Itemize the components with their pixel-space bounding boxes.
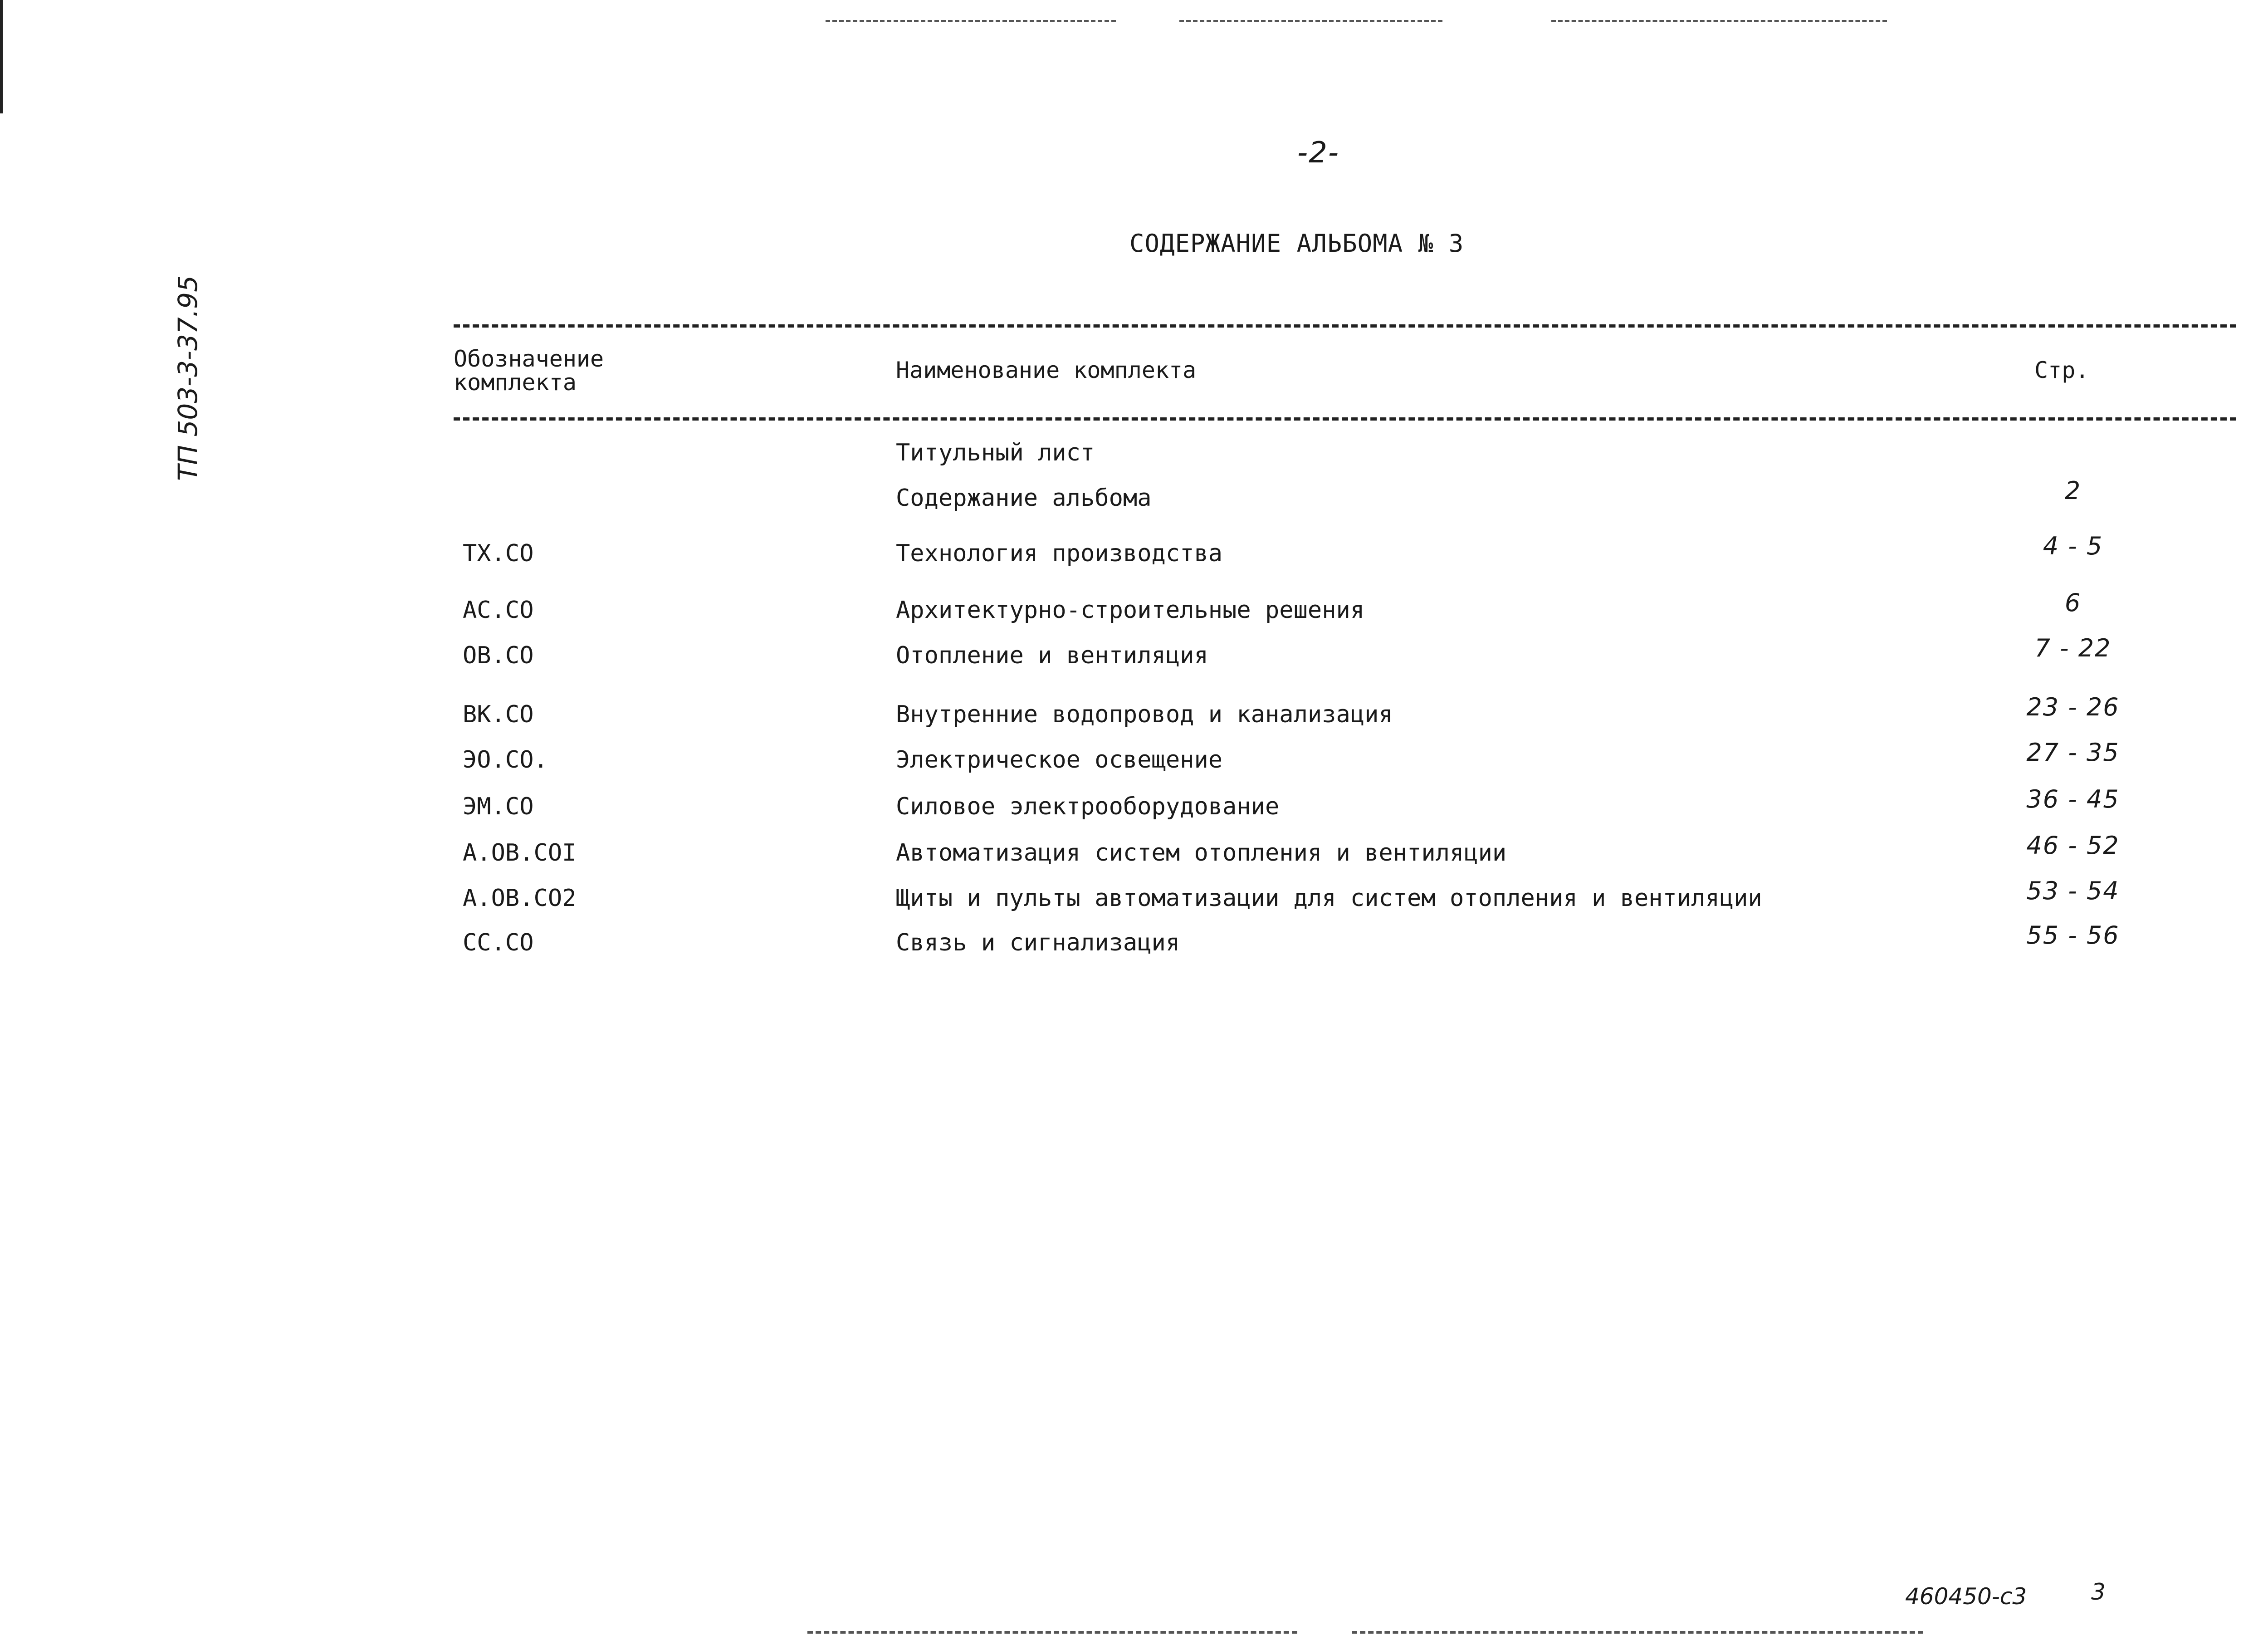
- row-name: Силовое электрооборудование: [896, 793, 1280, 820]
- table-row: [0, 634, 2268, 683]
- table-row: [0, 588, 2268, 637]
- scan-noise-top: [826, 20, 1116, 25]
- table-row: [0, 693, 2268, 742]
- row-page: 7 - 22: [2034, 634, 2112, 662]
- table-row: [0, 876, 2268, 925]
- row-name: Щиты и пульты автоматизации для систем отопления и вентиляции: [896, 885, 1762, 912]
- row-name: Внутренние водопровод и канализация: [896, 701, 1393, 728]
- scan-noise-bottom: [807, 1631, 1297, 1636]
- scan-edge: [0, 0, 3, 113]
- row-page: 53 - 54: [2026, 876, 2120, 905]
- row-code: ЭО.СО.: [463, 746, 548, 774]
- document-title: СОДЕРЖАНИЕ АЛЬБОМА № 3: [1129, 229, 1464, 258]
- row-name: Титульный лист: [896, 439, 1095, 466]
- row-name: Технология производства: [896, 540, 1223, 567]
- row-code: ЭМ.СО: [463, 793, 534, 820]
- row-name: Содержание альбома: [896, 485, 1152, 512]
- table-row: [0, 831, 2268, 880]
- table-row: [0, 439, 2268, 480]
- row-page: 46 - 52: [2026, 831, 2120, 860]
- header-page: Стр.: [2034, 357, 2089, 383]
- table-header-rule: [454, 417, 2236, 421]
- row-name: Архитектурно-строительные решения: [896, 597, 1365, 624]
- row-code: ВК.СО: [463, 701, 534, 728]
- footer-archive-code: 460450-с3: [1905, 1583, 2027, 1610]
- table-row: [0, 476, 2268, 525]
- page-number: -2-: [1297, 136, 1339, 170]
- row-code: А.ОВ.СОI: [463, 839, 577, 867]
- row-page: 23 - 26: [2026, 693, 2120, 721]
- row-code: А.ОВ.СО2: [463, 885, 577, 912]
- row-code: ОВ.СО: [463, 642, 534, 669]
- row-page: 55 - 56: [2026, 921, 2120, 950]
- table-row: [0, 532, 2268, 581]
- footer-sheet-number: 3: [2091, 1579, 2106, 1605]
- row-name: Связь и сигнализация: [896, 929, 1180, 956]
- row-name: Электрическое освещение: [896, 746, 1223, 774]
- row-code: АС.СО: [463, 597, 534, 624]
- row-name: Отопление и вентиляция: [896, 642, 1208, 669]
- scan-noise-top: [1551, 20, 1887, 25]
- row-code: ТХ.СО: [463, 540, 534, 567]
- row-page: 27 - 35: [2026, 738, 2120, 767]
- table-row: [0, 921, 2268, 970]
- row-page: 36 - 45: [2026, 785, 2120, 813]
- table-row: [0, 785, 2268, 834]
- scan-noise-top: [1179, 20, 1442, 25]
- table-row: [0, 738, 2268, 787]
- header-name: Наименование комплекта: [896, 357, 1197, 383]
- side-document-code: ТП 503-3-37.95: [172, 275, 203, 481]
- header-code: Обозначение комплекта: [454, 346, 604, 396]
- table-top-rule: [454, 324, 2236, 328]
- row-name: Автоматизация систем отопления и вентиляции: [896, 839, 1507, 867]
- row-page: 2: [2064, 476, 2082, 505]
- row-page: 4 - 5: [2043, 532, 2103, 560]
- row-code: СС.СО: [463, 929, 534, 956]
- row-page: 6: [2064, 588, 2082, 617]
- scan-noise-bottom: [1352, 1631, 1923, 1636]
